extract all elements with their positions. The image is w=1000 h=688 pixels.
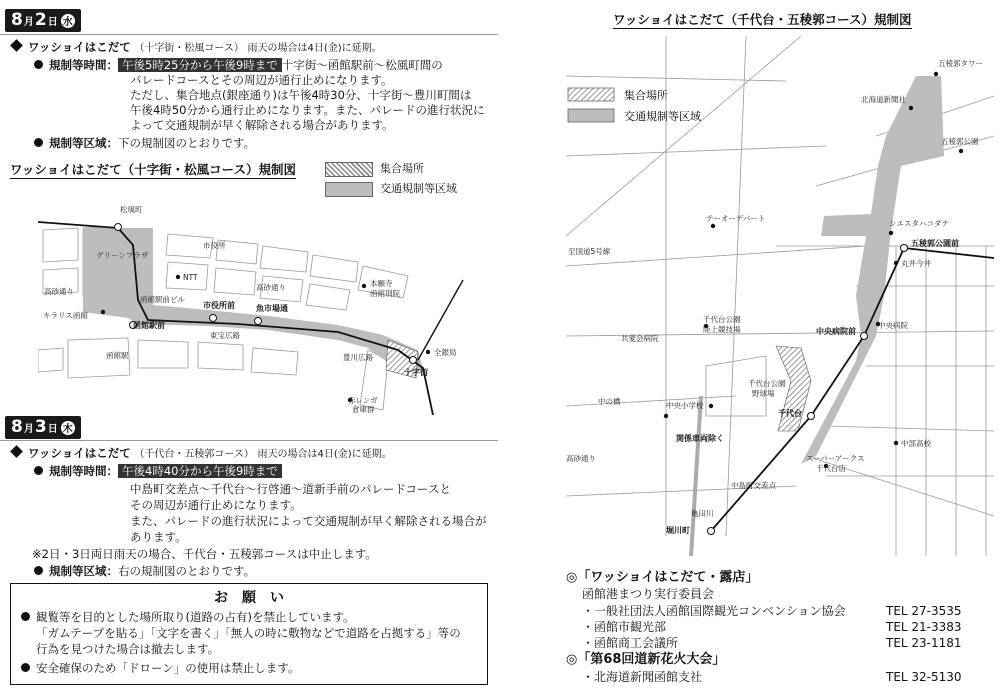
map2-label: 中部高校 <box>901 439 931 448</box>
rain-note: ※2日・3日両日雨天の場合、千代台・五稜郭コースは中止します。 <box>32 547 377 561</box>
date-badge-aug2: 8 月 2 日 水 <box>5 9 81 32</box>
divider <box>0 440 498 441</box>
event-line: ワッショイはこだて （十字街・松風コース） 雨天の場合は4日(金)に延期。 <box>12 40 382 56</box>
map1-label: 倉庫群 <box>352 405 375 414</box>
time-text: また、パレードの進行状況によって交通規制が早く解除される場合が <box>130 514 487 528</box>
map2-label: 丸井今井 <box>901 259 931 268</box>
map2-label: 五稜郭公園 <box>941 137 979 146</box>
diamond-bullet-icon <box>10 445 23 458</box>
request-title: お 願 い <box>214 590 284 606</box>
map2-label: 野球場 <box>752 389 775 398</box>
map2-label: 中央病院 <box>878 321 908 330</box>
legend-regulation-label: 交通規制等区域 <box>380 182 457 195</box>
map2-label: 五稜郭公園前 <box>911 239 959 248</box>
legend-gather-label: 集合場所 <box>380 162 424 175</box>
station-icon <box>901 245 908 252</box>
time-text: その周辺が通行止めになります。 <box>130 498 302 512</box>
map1-label: 函館別院 <box>370 289 400 298</box>
time-text: ただし、集合地点(銀座通り)は午後4時30分、十字街～豊川町間は <box>130 88 472 102</box>
station-icon <box>410 357 417 364</box>
map2-label: 高砂通り <box>566 454 596 463</box>
bullet-icon <box>34 466 43 475</box>
time-line: 規制等時間： 午後4時40分から午後9時まで <box>34 464 282 479</box>
map1-label: 本願寺 <box>370 279 393 288</box>
map1-label: NTT <box>183 273 198 282</box>
legend-regulation-label: 交通規制等区域 <box>624 110 701 123</box>
map1-label: 豊川広路 <box>343 353 373 362</box>
map2-label: 千代台公園 <box>703 315 741 324</box>
map2-label: 五稜郭タワー <box>938 59 983 68</box>
map1-label: 函館駅 <box>106 351 129 360</box>
map2-label: 陸上競技場 <box>703 325 741 334</box>
map1-heading: ワッショイはこだて（十字街・松風コース）規制図 <box>10 162 297 177</box>
bullet-icon <box>34 566 43 575</box>
station-icon <box>708 528 715 535</box>
river <box>691 396 701 556</box>
map1-label: 市役所 <box>203 241 226 250</box>
map2-label: スーパーアークス <box>806 454 865 463</box>
contact-tel: TEL 27-3535 <box>886 604 962 618</box>
map1-label: 松風町 <box>120 205 143 214</box>
map1-label: 赤レンガ <box>348 396 378 405</box>
time-text: 午後4時50分から通行止めになります。また、パレードの進行状況に <box>130 103 485 117</box>
map2-label: 千代台 <box>778 409 802 418</box>
station-icon <box>808 413 815 420</box>
event-line: ワッショイはこだて （千代台・五稜郭コース） 雨天の場合は4日(金)に延期。 <box>12 446 392 462</box>
bullet-icon <box>21 612 30 621</box>
map1-label: 全銀局 <box>434 348 457 357</box>
station-icon <box>255 318 262 325</box>
map2-label: 北海道新聞社 <box>861 95 906 104</box>
time-text: あります。 <box>130 530 187 544</box>
time-text: パレードコースとその周辺が通行止めになります。 <box>130 73 393 87</box>
contact-section-title: ◎「ワッショイはこだて・露店」 <box>566 570 759 585</box>
map2-label: 中島町交差点 <box>731 481 776 490</box>
bullet-icon <box>34 138 43 147</box>
map2-heading: ワッショイはこだて（千代台・五稜郭コース）規制図 <box>613 12 912 27</box>
bullet-icon <box>21 663 30 672</box>
diamond-bullet-icon <box>10 39 23 52</box>
map2-label: 千代台公園 <box>748 379 786 388</box>
legend-gather-swatch <box>568 88 614 101</box>
contact-name: ・函館市観光部 <box>582 620 667 634</box>
legend-regulation-swatch <box>325 182 373 197</box>
map1-label: キラリス函館 <box>43 311 88 320</box>
map1-label: 東宝広路 <box>210 331 240 340</box>
map2-gather-area <box>776 346 811 431</box>
time-text: よって交通規制が早く解除される場合があります。 <box>130 118 394 132</box>
map2-label: 中央小学校 <box>666 401 704 410</box>
contact-name: ・函館商工会議所 <box>582 636 679 650</box>
time-text: 中島町交差点～千代台～行啓通～道新手前のパレードコースと <box>130 482 451 496</box>
map2-label: 堀川町 <box>666 526 690 535</box>
map2-label: 中央病院前 <box>816 327 856 336</box>
legend-gather-swatch <box>325 162 373 177</box>
area-line: 規制等区域：右の規制図のとおりです。 <box>34 564 255 579</box>
contact-tel: TEL 23-1181 <box>886 636 962 650</box>
poi-dot-icon <box>101 310 105 314</box>
contact-name: ・北海道新聞函館支社 <box>582 670 703 684</box>
map2-label: シエスタハコダテ <box>889 219 949 228</box>
map1-label: 函館駅前ビル <box>140 295 185 304</box>
map2-label: テーオーデパート <box>706 214 766 223</box>
legend-regulation-swatch <box>568 109 614 122</box>
map2-regulation-area <box>801 76 944 464</box>
station-icon <box>210 315 217 322</box>
map1 <box>38 200 478 415</box>
contact-tel: TEL 21-3383 <box>886 620 962 634</box>
map1-label: グリーンプラザ <box>96 251 149 260</box>
poi-dot-icon <box>362 284 366 288</box>
map1-label: 十字街 <box>404 368 428 377</box>
request-item: 観覧等を目的とした場所取り(道路の占有)を禁止しています。 <box>21 610 355 625</box>
area-line: 規制等区域：下の規制図のとおりです。 <box>34 136 255 151</box>
map1-label: 高砂通り <box>44 287 74 296</box>
request-item-text: 「ガムテープを貼る」「文字を書く」「無人の時に敷物などで道路を占拠する」等の <box>36 626 461 640</box>
request-box <box>10 583 488 685</box>
map2-label: 関係車両除く <box>676 434 724 443</box>
poi-dot-icon <box>426 350 430 354</box>
time-line: 規制等時間： 午後5時25分から午後9時まで 十字街～函館駅前～松風町間の <box>34 58 443 73</box>
map1-label: 魚市場通 <box>256 304 288 313</box>
poi-dot-icon <box>176 275 180 279</box>
map2-label: 共愛会病院 <box>621 334 659 343</box>
map1-label: 高砂通り <box>256 283 286 292</box>
station-icon <box>861 333 868 340</box>
map2 <box>566 36 994 556</box>
contact-org: 函館港まつり実行委員会 <box>582 587 715 601</box>
map2-label: 千代台店 <box>816 464 846 473</box>
date-badge-aug3: 8 月 3 日 木 <box>5 416 81 439</box>
station-icon <box>115 224 122 231</box>
request-item-text: 行為を見つけた場合は撤去します。 <box>36 642 220 656</box>
legend-gather-label: 集合場所 <box>624 89 668 102</box>
map2-label: 至国道5号線 <box>568 247 611 256</box>
divider <box>0 34 498 35</box>
contact-section-title: ◎「第68回道新花火大会」 <box>566 652 726 667</box>
map2-label: 中の橋 <box>598 397 621 406</box>
map1-label: 市役所前 <box>203 301 235 310</box>
map2-tram-line <box>904 248 994 258</box>
request-item: 安全確保のため「ドローン」の使用は禁止します。 <box>21 661 299 676</box>
contact-tel: TEL 32-5130 <box>886 670 962 684</box>
map2-label: 亀田川 <box>691 509 714 518</box>
contact-name: ・一般社団法人函館国際観光コンベンション協会 <box>582 604 846 618</box>
map1-label: 函館駅前 <box>133 321 165 330</box>
bullet-icon <box>34 60 43 69</box>
